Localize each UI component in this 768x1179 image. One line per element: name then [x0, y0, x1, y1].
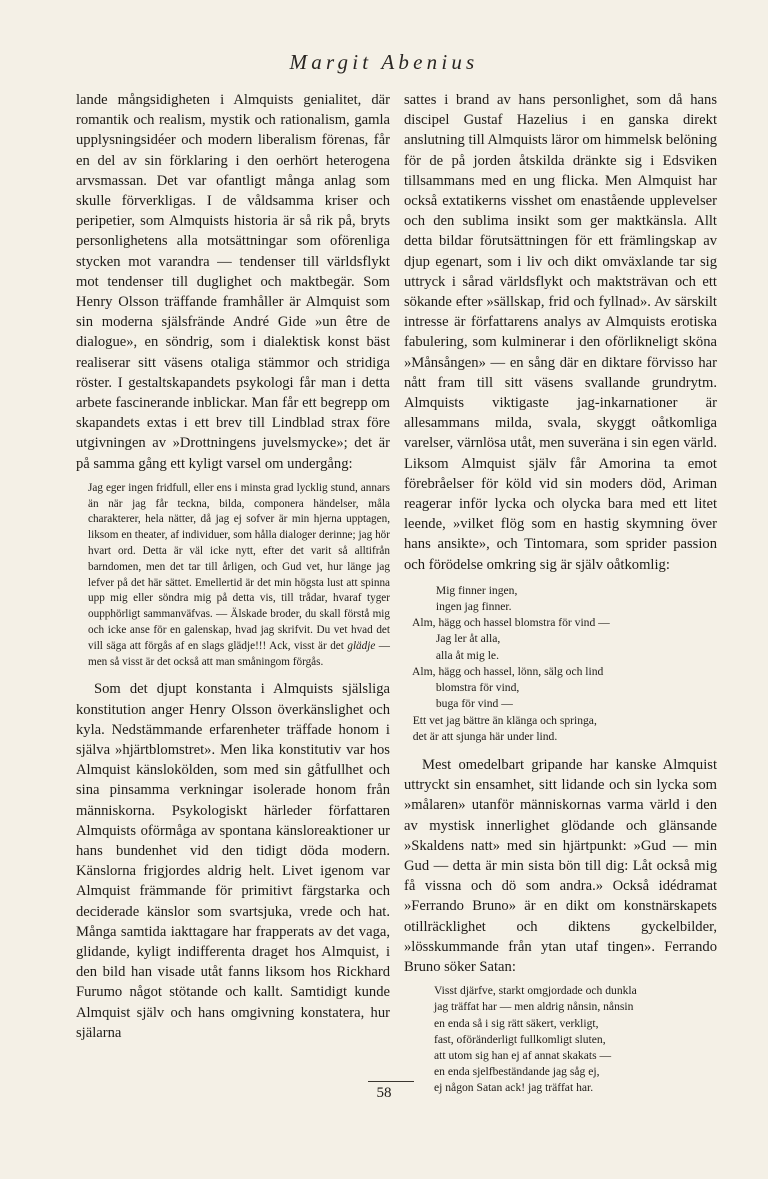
poem-line: Mig finner ingen, [404, 583, 518, 597]
verse-line: jag träffat har — men aldrig nånsin, nånsin [434, 1000, 634, 1014]
poem-block [404, 583, 717, 745]
verse-line: att utom sig han ej af annat skakats — [434, 1048, 612, 1062]
footer-rule [368, 1081, 414, 1082]
poem-line: alla åt mig le. [404, 648, 499, 662]
verse-quote [434, 983, 717, 1096]
poem-line: Alm, hägg och hassel blomstra för vind — [404, 616, 610, 630]
verse-line: en enda sjelfbeständande jag såg ej, [434, 1065, 600, 1079]
quote-text-end: — men så visst är det också att man småningom förgås. [88, 639, 390, 668]
poem-line: Jag ler åt alla, [404, 632, 501, 646]
page-number: 58 [376, 1085, 392, 1101]
block-quote-letter [88, 481, 390, 671]
body-paragraph: Som det djupt konstanta i Almquists själsliga konstitution anger Henry Olsson överkänslighet och kyla. Nedstämmande erfarenheter träffade honom i själva »hjärtblomstret». Men lika konstitutiv var hos Almquist känslokölden, som med sin gåtfullhet och sina pinsamma verkningar isolerade honom från människorna. Psykologiskt härleder författaren Almquists oförmåga av spontana känsloreaktioner ur hans bundenhet vid den tidigt döda modern. Känslorna frigjordes aldrig helt. Livet igenom var Almquist främmande för primitivt färgstarka och deciderade känslor som svartsjuka, vrede och hat. Många samtida iakttagare har frapperats av det vaga, glidande, kyligt indifferenta draget hos Almquist, i den bild han visade utåt fanns liksom hos Rickhard Furumo något stötande och kallt. Samtidigt kunde Almquist själv och hans omgivning konstatera, hur själarna [76, 681, 390, 1041]
poem-line: Alm, hägg och hassel, lönn, sälg och lind [404, 664, 604, 678]
poem-line: det är att sjunga här under lind. [404, 729, 558, 743]
poem-line: blomstra för vind, [404, 681, 520, 695]
running-head: Margit Abenius [289, 50, 479, 74]
poem-line: buga för vind — [404, 697, 513, 711]
verse-line: ej någon Satan ack! jag träffat har. [434, 1081, 594, 1095]
body-paragraph: Mest omedelbart gripande har kanske Almquist uttryckt sin ensamhet, sitt lidande och sin lycka som »målaren» utanför människornas varma värld i den av mystisk innerlighet glödande och glänsande »Skaldens natt» med sin hjärtpunkt: »Gud — min Gud — detta är min sista bön till dig: Låt också mig få vissna och dö som andra.» Också idédramat »Ferrando Bruno» är en dikt om konstnärskapets otillräcklighet och diktens gyckelbilder, »lösskummande från ytan utaf tingen». Ferrando Bruno söker Satan: [404, 756, 717, 975]
verse-line: Visst djärfve, starkt omgjordade och dunkla [434, 984, 637, 998]
quote-text: Jag eger ingen fridfull, eller ens i minsta grad lycklig stund, annars än när jag får teckna, bilda, componera händelser, måla charakterer, hela nätter, då jag ej sofver är min hjerna upptagen, liksom en theater, af individuer, som hålla dialoger derinne; jag hör hvart ord. Detta är väl icke nytt, efter det varit så alltifrån barndomen, men det tar till årligen, och Gud vet, hur länge jag lefver på det här sättet. Emellertid är det min högsta lust att spinna upp mig eller söndra mig på detta vis, till trådar, hvaraf tyger oupphörligt sammanväfvas. — Älskade broder, du skall förstå mig och icke anse för en galenskap, hvad jag skrifvit. Du vet hvad det vill säga att förgås af en slags glädje!!! Ack, visst är det [88, 481, 390, 652]
right-column [404, 90, 717, 1107]
verse-line: fast, oföränderligt fullkomligt sluten, [434, 1032, 606, 1046]
quote-emphasis: glädje [347, 639, 376, 652]
poem-line: ingen jag finner. [404, 600, 512, 614]
body-paragraph: lande mångsidigheten i Almquists genialitet, där romantik och realism, mystik och rationalism, gamla upplysningsidéer och modern liberalism förenas, får en del av sin förklaring i den oerhört heterogena arvsmassan. Det var ofantligt många anlag som skulle förverkligas. I de våldsamma kriser och peripetier, som Almquists historia är så rik på, bryts personlighetens alla motsättningar som oförenliga stycken mot varandra — tendenser till världsflykt mot tendenser till duglighet och maktbegär. Som Henry Olsson träffande framhåller är Almquist som sin moderna själsfrände André Gide »un être de dialogue», en söndrig, som i dialektisk konst bäst realiserar sitt väsens otaliga stämmor och stridiga röster. I gestaltskapandets psykologi får man i detta arbete fascinerande inblickar. Man får ett begrepp om skapandets extas i ett brev till Lindblad strax före utgivningen av »Drottningens juvelsmycke»; det är på samma gång ett kyligt varsel om undergång: [76, 92, 390, 472]
poem-line: Ett vet jag bättre än klänga och springa, [404, 713, 597, 727]
body-paragraph: sattes i brand av hans personlighet, som då hans discipel Gustaf Hazelius i en ganska direkt anslutning till Almquists läror om himmelsk belöning för de på jorden åtskilda dränkte sig i Edsviken tillsammans med en ung flicka. Men Almquist har också extatikerns visshet om enastående upplevelser och den sublima insikt som ger maktkänsla. Allt detta bildar förutsättningen för ett främlingskap av djup egenart, som i liv och dikt omväxlande tar sig uttryck i sårad världsflykt och maktsträvan och ett sökande efter »sällskap, frid och fyllnad». Av särskilt intresse är författarens analys av Almquists erotiska fabulering, som kulminerar i den oförlikneligt sköna »Månsången» — en sång där en diktare förvisso har nått fram till sitt väsens svallande grundrytm. Almquists viktigaste jag-inkarnationer är allesammans milda, svala, skyggt oåtkomliga varelser, värnlösa utåt, men suveräna i sin egen värld. Liksom Almquist själv får Amorina ta emot förebråelser för köld vid sin moders död, Ariman reagerar inför lycka och olycka bara med ett litet leende, »vilket flög som en hastig skymning över hans ansikte», och Tintomara, som sprider passion och förödelse omkring sig är själv oåtkomlig: [404, 92, 717, 573]
verse-line: en enda så i sig rätt säkert, verkligt, [434, 1016, 599, 1030]
left-column [76, 90, 390, 1043]
